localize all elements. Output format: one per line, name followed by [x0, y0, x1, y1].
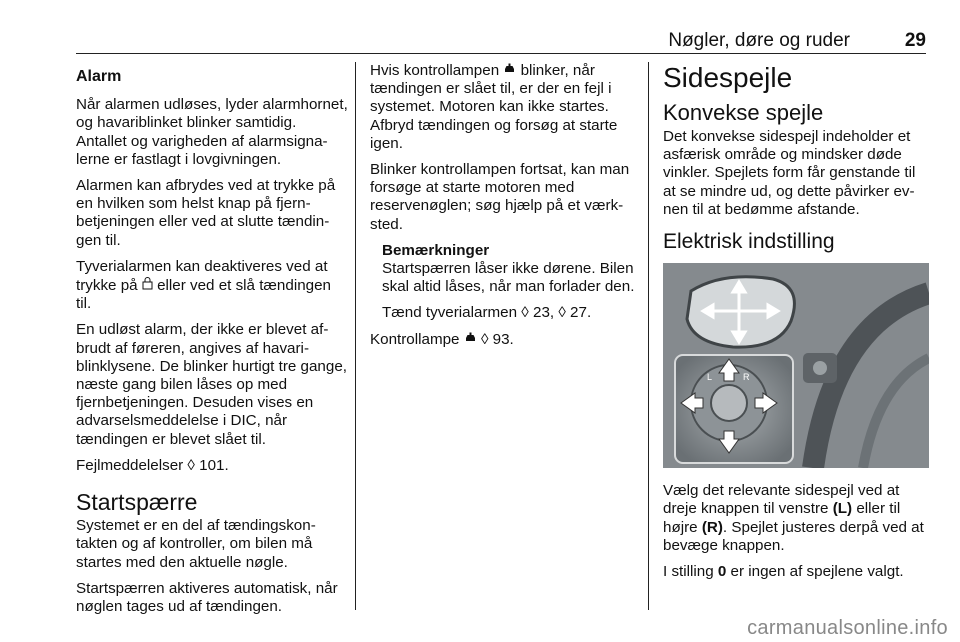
elektrisk-paragraph-1	[663, 482, 929, 555]
note-title: Bemærkninger	[382, 241, 490, 259]
alarm-p3-a: Tyverialarmen kan deaktiveres ved at trykke på	[76, 257, 328, 295]
svg-text:L: L	[707, 372, 713, 383]
immobilizer-paragraph-1	[370, 62, 638, 153]
column-divider-1	[355, 62, 356, 610]
lamp-a: Kontrollampe	[370, 330, 464, 348]
note-text: Startspærren låser ikke dørene. Bilen skal altid låses, når man forlader den.	[382, 260, 635, 296]
sidespejle-heading: Sidespejle	[663, 62, 793, 93]
p2-a: Vælg det relevante sidespejl ved at dreje knappen til venstre	[663, 482, 900, 518]
page-number: 29	[904, 30, 926, 51]
note-block	[370, 242, 638, 323]
car-key-icon	[503, 63, 516, 78]
control-lamp-ref	[370, 331, 638, 349]
immobilizer-paragraph-2: Blinker kontrollampen fortsat, kan man forsøge at starte motoren med reservenøglen; søg hjælp på et værksted.	[370, 161, 630, 233]
konvekse-paragraph: Det konvekse sidespejl indeholder et asfærisk område og mindsker døde vinkler. Spejlets form får genstande til at se mindre ud, og dette påvirker evnen til at bedømme afstande.	[663, 128, 916, 218]
p3-a: I stilling	[663, 563, 718, 581]
p3-b: er ingen af spejlene valgt.	[726, 563, 904, 581]
header-rule	[76, 53, 926, 54]
p2-c: . Spejlet justeres derpå ved at bevæge knappen.	[663, 518, 924, 554]
alarm-heading: Alarm	[76, 68, 122, 85]
immob-p1-a: Hvis kontrollampen	[370, 62, 504, 79]
column-3	[663, 62, 929, 589]
column-1	[76, 62, 348, 624]
lamp-b: ◊ 93.	[476, 330, 514, 348]
svg-text:R: R	[743, 372, 750, 383]
page-header	[76, 22, 926, 52]
p3-0: 0	[717, 563, 727, 581]
elektrisk-paragraph-2	[663, 563, 929, 581]
padlock-icon	[142, 278, 153, 293]
p2-R: (R)	[701, 518, 723, 536]
p2-b: eller til højre	[663, 500, 901, 536]
error-messages-ref: Fejlmeddelelser ◊ 101.	[76, 456, 229, 474]
watermark: carmanualsonline.info	[747, 617, 948, 639]
alarm-p3-b: eller ved et slå tændingen til.	[76, 277, 331, 313]
elektrisk-heading: Elektrisk indstilling	[663, 230, 835, 254]
alarm-paragraph-3	[76, 258, 348, 314]
alarm-paragraph-1: Når alarmen udløses, lyder alarmhornet, og havariblinket blinker samtidig. Antallet og varigheden af alarmsignalerne er fastlagt i lovgivningen.	[76, 96, 348, 168]
startspaerre-paragraph-1: Systemet er en del af tændingskontakten og af kontroller, om bilen må startes med den aktuelle nøgle.	[76, 517, 316, 571]
alarm-paragraph-2: Alarmen kan afbrydes ved at trykke på en hvilken som helst knap på fjernbetjeningen eller ved at slutte tændingen til.	[76, 177, 336, 249]
immob-p1-b: blinker, når tændingen er slået til, er der en fejl i systemet. Motoren kan ikke startes. Afbryd tændingen og forsøg at starte igen.	[370, 62, 618, 152]
column-divider-2	[648, 62, 649, 610]
column-2	[370, 62, 638, 357]
konvekse-heading: Konvekse spejle	[663, 100, 824, 125]
p2-L: (L)	[832, 500, 853, 518]
startspaerre-paragraph-2: Startspærren aktiveres automatisk, når nøglen tages ud af tændingen.	[76, 579, 338, 616]
note-ref: Tænd tyverialarmen ◊ 23, ◊ 27.	[382, 304, 592, 322]
startspaerre-heading: Startspærre	[76, 489, 198, 516]
mirror-switch-illustration	[663, 263, 929, 468]
car-key-icon-2	[464, 332, 477, 347]
alarm-paragraph-4: En udløst alarm, der ikke er blevet afbrudt af føreren, angives af havariblinklysene. De blinker hurtigt tre gange, næste gang bilen låses op med fjernbetjeningen. Desuden vises en advarselsmeddelelse i DIC, når tændingen er blevet slået til.	[76, 321, 347, 448]
page-title: Nøgler, døre og ruder	[668, 30, 850, 51]
